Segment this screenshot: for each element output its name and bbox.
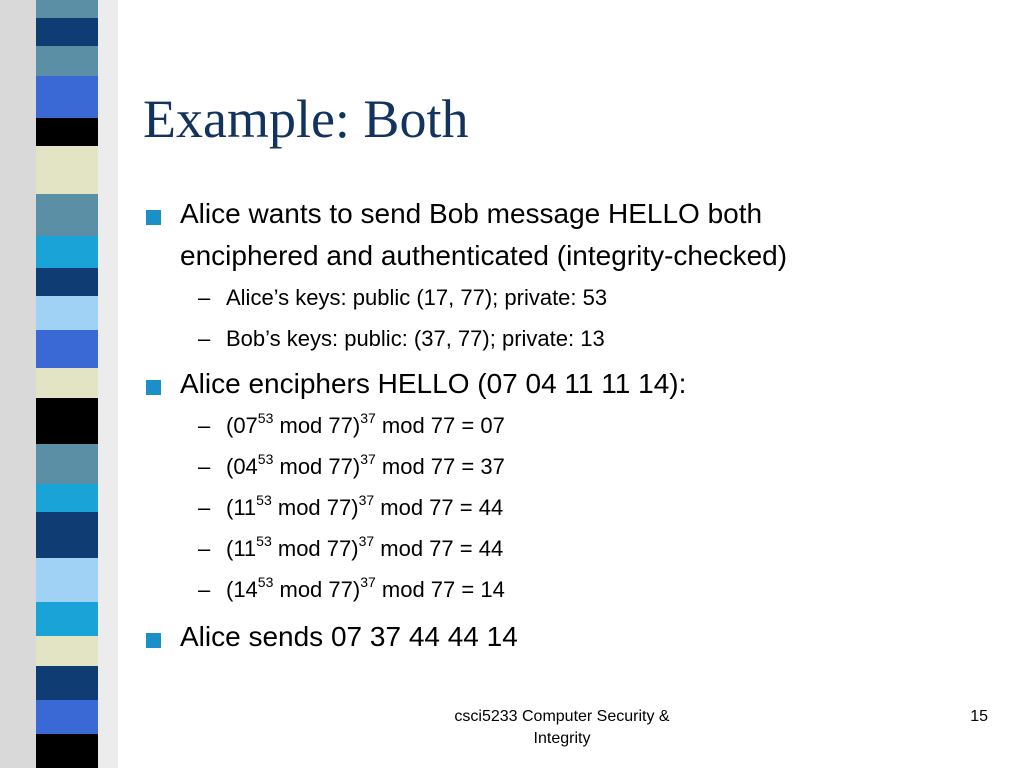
formula-result: mod 77 = 14: [375, 577, 505, 602]
formula-result: mod 77 = 07: [375, 413, 505, 438]
bullet-item: [143, 193, 1003, 277]
formula-exponent: 37: [358, 491, 375, 508]
strip-band: [36, 330, 98, 368]
footer-course-line-2: Integrity: [533, 730, 591, 747]
slide-title: Example: Both: [143, 89, 469, 149]
strip-band: [36, 368, 98, 398]
strip-band: [36, 602, 98, 636]
strip-band: [36, 46, 98, 76]
strip-band: [36, 484, 98, 512]
dash-marker: –: [198, 577, 211, 602]
sub-bullet-text: Alice’s keys: public (17, 77); private: 53: [226, 285, 608, 310]
formula-base: (14: [226, 577, 258, 602]
footer-course-line-1: csci5233 Computer Security &: [454, 708, 670, 725]
slide-body: [143, 193, 1003, 658]
formula-base: (11: [226, 495, 257, 520]
strip-band: [36, 236, 98, 268]
formula-mid: mod 77): [273, 577, 361, 602]
strip-band: [36, 666, 98, 700]
formula-mid: mod 77): [273, 413, 361, 438]
formula-mid: mod 77): [271, 536, 359, 561]
slide-page-number: 15: [970, 708, 988, 725]
strip-band: [36, 444, 98, 484]
strip-band: [36, 268, 98, 296]
dash-marker: –: [198, 495, 211, 520]
dash-marker: –: [198, 413, 211, 438]
formula-exponent: 37: [360, 409, 376, 426]
sub-bullet-item: [143, 446, 1003, 487]
bullet-text: Alice sends 07 37 44 44 14: [180, 621, 518, 652]
sub-bullet-item: [143, 528, 1003, 569]
strip-band: [36, 0, 98, 18]
formula-exponent: 37: [360, 573, 376, 590]
dash-marker: –: [198, 454, 211, 479]
formula-mid: mod 77): [271, 495, 359, 520]
formula-result: mod 77 = 37: [375, 454, 505, 479]
decorative-strip-gutter: [98, 0, 118, 768]
bullet-text: Alice enciphers HELLO (07 04 11 11 14):: [180, 368, 687, 399]
sub-bullet-item: [143, 487, 1003, 528]
square-bullet-icon: [146, 380, 161, 395]
sub-bullet-item: [143, 277, 1003, 318]
formula-result: mod 77 = 44: [374, 536, 504, 561]
formula-exponent: 53: [257, 409, 274, 426]
formula-exponent: 53: [256, 532, 272, 549]
strip-band: [36, 512, 98, 558]
formula-mid: mod 77): [273, 454, 361, 479]
strip-band: [36, 194, 98, 236]
square-bullet-icon: [146, 633, 161, 648]
bullet-text-line-1: Alice wants to send Bob message HELLO both: [180, 198, 763, 229]
decorative-color-strip: [36, 0, 98, 768]
strip-band: [36, 636, 98, 666]
strip-band: [36, 398, 98, 444]
sub-bullet-item: [143, 405, 1003, 446]
bullet-item: [143, 616, 1003, 658]
formula-exponent: 53: [257, 573, 274, 590]
dash-marker: –: [198, 536, 211, 561]
slide-footer: [412, 706, 712, 750]
formula-result: mod 77 = 44: [374, 495, 504, 520]
sub-bullet-text: Bob’s keys: public: (37, 77); private: 13: [226, 326, 605, 351]
formula-base: (04: [226, 454, 258, 479]
strip-band: [36, 76, 98, 118]
sub-bullet-item: [143, 318, 1003, 359]
formula-exponent: 53: [257, 450, 274, 467]
strip-band: [36, 118, 98, 146]
strip-band: [36, 558, 98, 602]
strip-band: [36, 146, 98, 194]
square-bullet-icon: [146, 210, 161, 225]
formula-exponent: 53: [256, 491, 272, 508]
formula-base: (11: [226, 536, 257, 561]
strip-band: [36, 296, 98, 330]
formula-exponent: 37: [358, 532, 375, 549]
strip-band: [36, 734, 98, 768]
bullet-item: [143, 363, 1003, 405]
strip-band: [36, 18, 98, 46]
sub-bullet-item: [143, 569, 1003, 610]
dash-marker: –: [198, 326, 211, 351]
bullet-text-line-2: enciphered and authenticated (integrity-checked): [180, 240, 788, 271]
formula-base: (07: [226, 413, 258, 438]
formula-exponent: 37: [360, 450, 376, 467]
dash-marker: –: [198, 285, 211, 310]
strip-band: [36, 700, 98, 734]
